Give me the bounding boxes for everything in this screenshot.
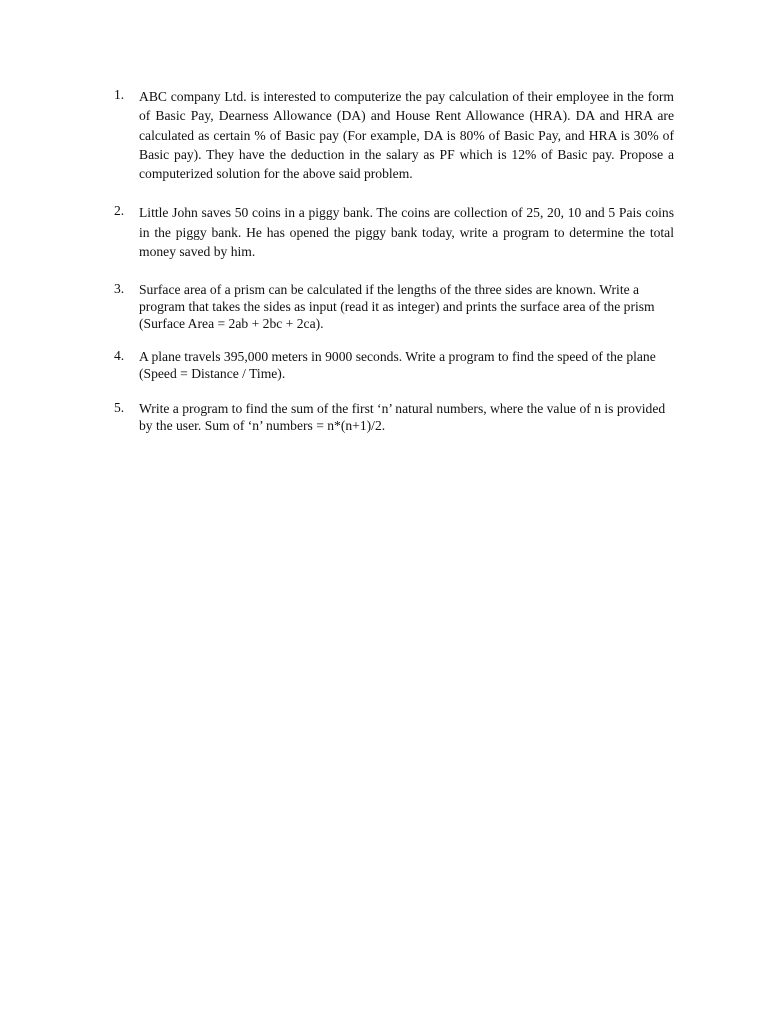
problem-number: 1. — [114, 87, 125, 102]
problem-number: 3. — [114, 281, 125, 297]
problem-text: Surface area of a prism can be calculated if the lengths of the three sides are known. Write a program that takes the sides as input (read it as integer) and prints the surface area of the prism (Surface Area = 2ab + 2bc + 2ca). — [139, 282, 655, 332]
problem-text: Write a program to find the sum of the first ‘n’ natural numbers, where the value of n is provided by the user. Sum of ‘n’ numbers = n*(n+1)/2. — [139, 401, 666, 434]
problem-number: 5. — [114, 400, 125, 416]
problem-text: A plane travels 395,000 meters in 9000 seconds. Write a program to find the speed of the plane (Speed = Distance / Time). — [139, 349, 656, 382]
problem-number: 2. — [114, 203, 125, 219]
problem-item-4 — [114, 348, 674, 382]
problem-item-3 — [114, 281, 674, 332]
problem-text: ABC company Ltd. is interested to computerize the pay calculation of their employee in the form of Basic Pay, Dearness Allowance (DA) and House Rent Allowance (HRA). DA and HRA are calculated as certain % of Basic pay (For example, DA is 80% of Basic Pay, and HRA is 30% of Basic pay). They have the deduction in the salary as PF which is 12% of Basic pay. Propose a computerized solution for the above said problem. — [139, 89, 674, 182]
problem-item-5 — [114, 400, 674, 434]
problem-number: 4. — [114, 348, 125, 364]
problem-list — [114, 87, 674, 434]
problem-item-1 — [114, 87, 674, 183]
problem-item-2 — [114, 203, 674, 261]
problem-text: Little John saves 50 coins in a piggy bank. The coins are collection of 25, 20, 10 and 5 Pais coins in the piggy bank. He has opened the piggy bank today, write a program to determine the total money saved by him. — [139, 205, 674, 260]
